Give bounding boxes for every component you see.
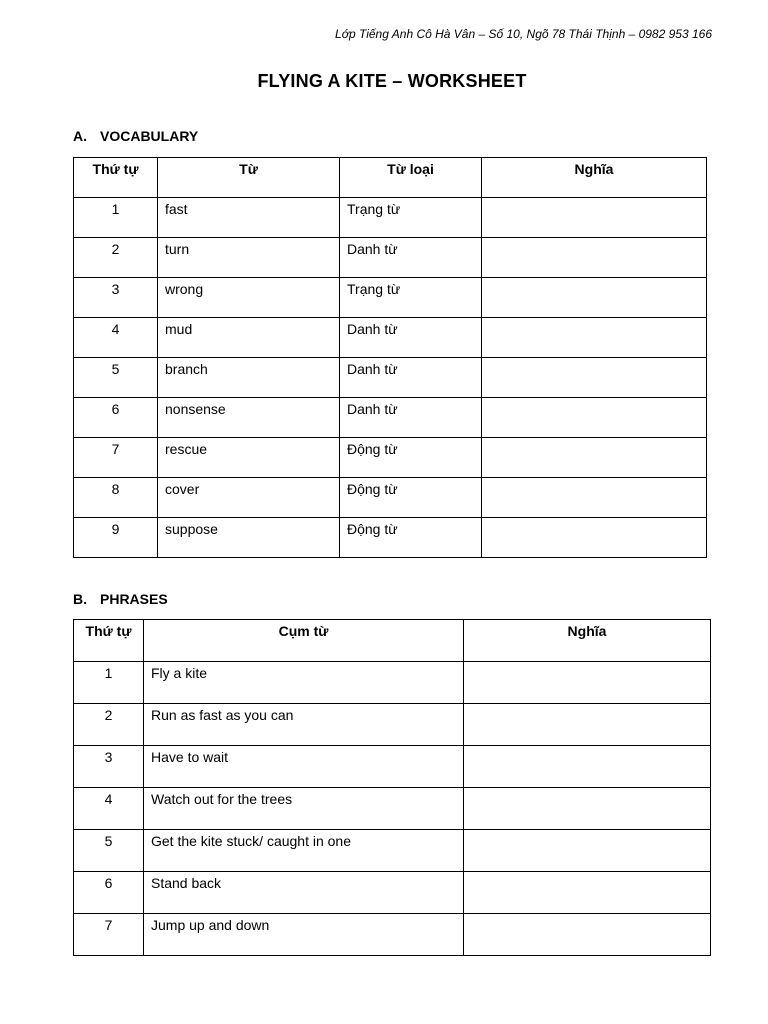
phrase-cell: Watch out for the trees [144, 788, 464, 830]
phrases-section-title [73, 591, 168, 607]
meaning-cell [482, 438, 707, 478]
row-number: 1 [74, 662, 144, 704]
word-cell: fast [158, 198, 340, 238]
table-row [74, 704, 711, 746]
word-type-cell: Danh từ [340, 358, 482, 398]
column-header-meaning: Nghĩa [482, 158, 707, 198]
row-number: 7 [74, 438, 158, 478]
row-number: 6 [74, 872, 144, 914]
phrase-cell: Run as fast as you can [144, 704, 464, 746]
column-header-word-type: Từ loại [340, 158, 482, 198]
meaning-cell [464, 830, 711, 872]
phrase-cell: Have to wait [144, 746, 464, 788]
table-row [74, 914, 711, 956]
table-header-row [74, 158, 707, 198]
word-cell: branch [158, 358, 340, 398]
row-number: 2 [74, 238, 158, 278]
word-type-cell: Danh từ [340, 318, 482, 358]
meaning-cell [482, 278, 707, 318]
table-row [74, 788, 711, 830]
phrase-cell: Stand back [144, 872, 464, 914]
row-number: 9 [74, 518, 158, 558]
table-row [74, 438, 707, 478]
table-row [74, 278, 707, 318]
table-row [74, 398, 707, 438]
column-header-phrase: Cụm từ [144, 620, 464, 662]
phrases-table [73, 619, 711, 956]
section-heading: VOCABULARY [100, 128, 199, 144]
column-header-meaning: Nghĩa [464, 620, 711, 662]
row-number: 5 [74, 830, 144, 872]
word-type-cell: Danh từ [340, 398, 482, 438]
word-cell: nonsense [158, 398, 340, 438]
phrase-cell: Get the kite stuck/ caught in one [144, 830, 464, 872]
word-type-cell: Trạng từ [340, 278, 482, 318]
meaning-cell [464, 788, 711, 830]
table-row [74, 478, 707, 518]
meaning-cell [482, 478, 707, 518]
row-number: 1 [74, 198, 158, 238]
table-row [74, 662, 711, 704]
meaning-cell [464, 662, 711, 704]
meaning-cell [482, 238, 707, 278]
table-row [74, 872, 711, 914]
meaning-cell [482, 198, 707, 238]
worksheet-title: FLYING A KITE – WORKSHEET [257, 71, 527, 91]
row-number: 5 [74, 358, 158, 398]
word-type-cell: Động từ [340, 478, 482, 518]
row-number: 4 [74, 318, 158, 358]
table-row [74, 830, 711, 872]
table-row [74, 358, 707, 398]
word-type-cell: Động từ [340, 438, 482, 478]
meaning-cell [464, 704, 711, 746]
word-type-cell: Trạng từ [340, 198, 482, 238]
row-number: 4 [74, 788, 144, 830]
vocabulary-table [73, 157, 707, 558]
meaning-cell [482, 398, 707, 438]
row-number: 6 [74, 398, 158, 438]
word-cell: cover [158, 478, 340, 518]
word-cell: rescue [158, 438, 340, 478]
word-cell: suppose [158, 518, 340, 558]
word-cell: turn [158, 238, 340, 278]
vocabulary-section-title [73, 128, 198, 144]
phrase-cell: Jump up and down [144, 914, 464, 956]
column-header-order: Thứ tự [74, 620, 144, 662]
word-cell: mud [158, 318, 340, 358]
section-heading: PHRASES [100, 591, 168, 607]
meaning-cell [482, 518, 707, 558]
table-row [74, 518, 707, 558]
meaning-cell [464, 746, 711, 788]
section-letter: B. [73, 591, 87, 607]
meaning-cell [464, 872, 711, 914]
meaning-cell [482, 358, 707, 398]
table-row [74, 746, 711, 788]
meaning-cell [482, 318, 707, 358]
header-note: Lớp Tiếng Anh Cô Hà Vân – Số 10, Ngõ 78 Thái Thịnh – 0982 953 166 [335, 27, 712, 41]
table-row [74, 238, 707, 278]
word-type-cell: Động từ [340, 518, 482, 558]
phrase-cell: Fly a kite [144, 662, 464, 704]
row-number: 3 [74, 278, 158, 318]
row-number: 3 [74, 746, 144, 788]
meaning-cell [464, 914, 711, 956]
column-header-word: Từ [158, 158, 340, 198]
table-row [74, 318, 707, 358]
row-number: 2 [74, 704, 144, 746]
word-cell: wrong [158, 278, 340, 318]
column-header-order: Thứ tự [74, 158, 158, 198]
row-number: 7 [74, 914, 144, 956]
word-type-cell: Danh từ [340, 238, 482, 278]
row-number: 8 [74, 478, 158, 518]
table-header-row [74, 620, 711, 662]
table-row [74, 198, 707, 238]
section-letter: A. [73, 128, 87, 144]
